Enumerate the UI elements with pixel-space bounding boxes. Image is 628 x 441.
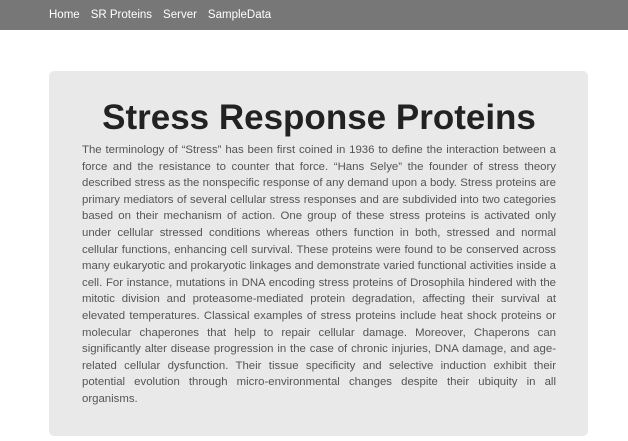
- top-navbar: [0, 0, 628, 30]
- nav-link-home[interactable]: Home: [49, 9, 80, 21]
- page-title: Stress Response Proteins: [102, 98, 536, 137]
- nav-link-sampledata[interactable]: SampleData: [207, 9, 272, 21]
- intro-paragraph: The terminology of “Stress” has been first coined in 1936 to define the interaction between a force and the resistance to counter that force. “Hans Selye” the founder of stress theory described stress as the nonspecific response of any demand upon a body. Stress proteins are primary mediators of several cellular stress responses and are subdivided into two categories based on their mechanism of action. One group of these stress proteins is activated only under cellular stressed conditions whereas others function in both, stressed and normal cellular functions, enhancing cell survival. These proteins were found to be conserved across many eukaryotic and prokaryotic linkages and demonstrate varied functional activities inside a cell. For instance, mutations in DNA encoding stress proteins of Drosophila hindered with the mitotic division and proteasome-mediated protein degradation, affecting their survival at elevated temperatures. Classical examples of stress proteins include heat shock proteins or molecular chaperones that help to repair cellular damage. Moreover, Chaperons can significantly alter disease progression in the case of chronic injuries, DNA damage, and age-related cellular dysfunction. Their tissue specificity and selective induction exhibit their potential evolution through micro-environmental changes despite their ubiquity in all organisms.: [82, 144, 556, 405]
- nav-link-server[interactable]: Server: [163, 9, 197, 21]
- intro-panel: [49, 71, 588, 436]
- nav-link-sr-proteins[interactable]: SR Proteins: [90, 9, 153, 21]
